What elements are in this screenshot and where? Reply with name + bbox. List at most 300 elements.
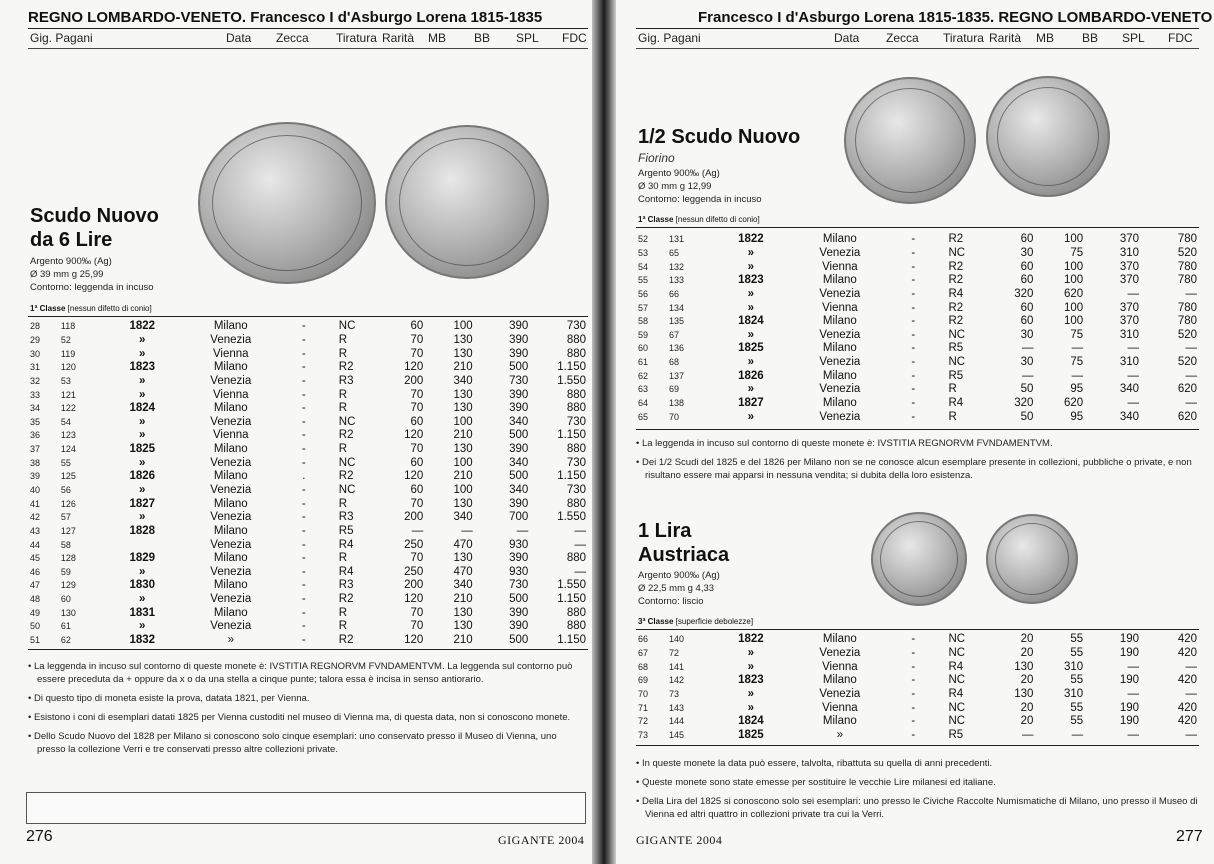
table-cell: 1823	[129, 361, 156, 374]
column-header-cell: Data	[834, 31, 860, 45]
note-item: • Di questo tipo di moneta esiste la prova, datata 1821, per Vienna.	[28, 693, 310, 704]
table-cell: —	[1185, 687, 1197, 700]
table-cell: 130	[453, 333, 473, 346]
table-cell: 390	[509, 402, 529, 415]
table-cell: 390	[509, 333, 529, 346]
table-row	[636, 369, 1199, 383]
table-cell: -	[301, 552, 306, 565]
table-cell: 310	[1119, 356, 1139, 369]
table-cell: Vienna	[822, 660, 858, 673]
note-item: • In queste monete la data può essere, talvolta, ribattuta su quella di anni precedenti.	[636, 758, 993, 769]
table-cell: 880	[566, 402, 586, 415]
table-cell: 30	[1020, 328, 1034, 341]
column-header-cell: FDC	[1168, 31, 1193, 45]
table-cell: 61	[60, 621, 71, 632]
coin-reverse-image	[385, 125, 549, 279]
column-header-cell: SPL	[516, 31, 539, 45]
table-cell: »	[747, 287, 755, 300]
table-cell: NC	[948, 674, 966, 687]
table-cell: NC	[338, 484, 356, 496]
table-cell: 120	[404, 429, 424, 442]
table-cell: -	[301, 593, 306, 606]
table-cell: -	[911, 274, 916, 287]
table-cell: 67	[669, 329, 680, 340]
table-cell: 20	[1020, 701, 1034, 714]
table-cell: 500	[509, 634, 529, 647]
table-cell: —	[1071, 369, 1084, 382]
notes	[636, 757, 1199, 827]
table-cell: 390	[509, 347, 529, 360]
table-cell: NC	[948, 715, 966, 728]
table-cell: —	[1185, 660, 1197, 673]
table-cell: 100	[453, 484, 473, 496]
table-cell: -	[301, 443, 306, 456]
table-cell: —	[411, 524, 424, 537]
table-cell: Milano	[822, 397, 857, 409]
table-cell: 120	[404, 634, 424, 647]
coin-title-line2: da 6 Lire	[30, 229, 113, 251]
table-cell: 250	[404, 565, 424, 578]
table-cell: R	[338, 606, 348, 619]
table-cell: 310	[1119, 328, 1139, 341]
column-header-rule	[28, 48, 588, 49]
table-cell: R4	[338, 538, 354, 551]
table-cell: 420	[1177, 701, 1197, 714]
table-cell: 100	[1063, 274, 1084, 287]
coin-title-line1: 1 Lira	[638, 520, 692, 542]
table-cell: 70	[410, 347, 424, 360]
table-cell: Venezia	[210, 415, 252, 428]
table-cell: -	[301, 565, 306, 578]
left-page	[0, 0, 592, 864]
table-cell: 30	[1020, 356, 1034, 369]
table-cell: 210	[453, 470, 473, 483]
table-cell: —	[574, 565, 586, 578]
table-cell: 780	[1177, 301, 1197, 314]
table-cell: R5	[948, 728, 964, 741]
table-row	[28, 388, 588, 402]
table-cell: —	[1021, 369, 1034, 382]
table-cell: Milano	[822, 342, 857, 355]
table-cell: -	[301, 347, 306, 360]
table-cell: -	[911, 356, 916, 369]
table-cell: 250	[404, 538, 424, 551]
table-row	[636, 715, 1199, 729]
table-cell: 200	[404, 511, 424, 524]
coin-price-table	[28, 320, 588, 647]
table-cell: R	[948, 410, 957, 423]
table-cell: —	[1071, 342, 1084, 355]
table-cell: 780	[1177, 274, 1197, 287]
table-cell: -	[911, 397, 916, 409]
table-bottom-rule	[636, 429, 1199, 430]
coin-obverse-image	[198, 122, 376, 284]
table-cell: 210	[453, 634, 473, 647]
table-cell: Milano	[822, 369, 857, 382]
table-cell: 340	[509, 484, 529, 496]
table-cell: —	[1021, 728, 1034, 741]
table-cell: Venezia	[210, 538, 252, 551]
table-cell: 62	[638, 370, 649, 381]
table-cell: 100	[1063, 301, 1084, 314]
table-top-rule	[636, 629, 1199, 630]
table-row	[636, 397, 1199, 411]
column-header-cell: Data	[226, 31, 252, 45]
table-cell: Milano	[213, 497, 248, 510]
table-cell: 880	[566, 606, 586, 619]
coin-reverse-image	[986, 76, 1110, 197]
table-cell: 31	[30, 362, 41, 373]
table-cell: 135	[669, 316, 685, 327]
coin-spec-metal: Argento 900‰ (Ag)	[30, 256, 112, 267]
table-row	[28, 470, 588, 484]
table-cell: »	[139, 374, 146, 387]
table-cell: 190	[1119, 646, 1139, 659]
table-cell: —	[1185, 397, 1197, 409]
table-cell: Milano	[822, 674, 857, 687]
notes	[28, 660, 586, 762]
table-cell: —	[1127, 397, 1139, 409]
table-cell: »	[747, 301, 755, 314]
column-header-cell: Gig. Pagani	[638, 31, 701, 45]
table-row	[28, 552, 588, 566]
table-cell: 620	[1177, 383, 1197, 396]
table-row	[636, 410, 1199, 424]
table-cell: 46	[30, 566, 41, 577]
table-cell: 880	[566, 388, 586, 401]
table-cell: 55	[60, 457, 71, 468]
table-cell: Venezia	[819, 383, 861, 396]
table-row	[636, 633, 1199, 647]
table-cell: —	[1127, 687, 1139, 700]
table-cell: 700	[509, 511, 529, 524]
table-cell: 51	[30, 635, 41, 646]
table-cell: 780	[1177, 260, 1197, 273]
table-cell: -	[301, 374, 306, 387]
coin-spec-size: Ø 30 mm g 12,99	[638, 181, 712, 192]
table-cell: 42	[30, 512, 41, 523]
table-cell: 20	[1020, 715, 1034, 728]
header-rule	[636, 28, 1199, 29]
table-cell: Milano	[213, 470, 248, 483]
table-cell: 390	[509, 320, 529, 333]
column-header-cell: Zecca	[276, 31, 309, 45]
table-cell: -	[911, 328, 916, 341]
table-cell: 1823	[738, 274, 764, 287]
table-cell: R3	[338, 511, 354, 524]
table-cell: R3	[338, 579, 354, 592]
table-cell: Vienna	[822, 260, 858, 273]
table-row	[636, 274, 1199, 288]
column-header-cell: BB	[1082, 31, 1099, 45]
table-row	[636, 301, 1199, 315]
table-bottom-rule	[636, 745, 1199, 746]
table-cell: »	[747, 383, 755, 396]
table-cell: -	[301, 429, 306, 442]
table-cell: NC	[948, 328, 966, 341]
table-cell: 880	[566, 443, 586, 456]
table-cell: -	[911, 674, 916, 687]
table-cell: 70	[638, 688, 649, 699]
table-cell: 390	[509, 443, 529, 456]
table-cell: 390	[509, 388, 529, 401]
table-cell: 55	[1070, 633, 1084, 646]
table-row	[636, 647, 1199, 661]
table-cell: 880	[566, 347, 586, 360]
table-cell: Venezia	[819, 646, 861, 659]
table-cell: R4	[948, 660, 964, 673]
table-row	[28, 538, 588, 552]
table-cell: 130	[60, 607, 76, 618]
table-cell: »	[747, 687, 755, 700]
table-cell: 138	[669, 398, 685, 408]
table-cell: »	[747, 246, 755, 259]
table-cell: NC	[948, 701, 966, 714]
table-row	[28, 415, 588, 429]
table-cell: 40	[30, 485, 41, 495]
table-cell: 127	[60, 525, 76, 536]
table-cell: 880	[566, 497, 586, 510]
table-cell: 310	[1063, 687, 1084, 700]
table-cell: 36	[30, 430, 41, 441]
table-cell: 130	[453, 388, 473, 401]
table-row	[636, 356, 1199, 370]
table-cell: 34	[30, 403, 41, 414]
table-cell: Milano	[213, 552, 248, 565]
note-item: • Dei 1/2 Scudi del 1825 e del 1826 per Milano non se ne conosce alcun esemplare presente in collezioni, pubbliche o private, e non risultano essere mai apparsi in nessuna vendita; si dubita della loro esistenza.	[636, 457, 1192, 481]
table-cell: 54	[638, 261, 649, 272]
table-cell: 65	[669, 247, 680, 258]
table-cell: 61	[638, 357, 649, 368]
table-cell: »	[747, 356, 755, 369]
table-cell: »	[747, 328, 755, 341]
table-cell: 41	[30, 498, 41, 509]
table-cell: 310	[1119, 246, 1139, 259]
table-cell: -	[301, 415, 306, 428]
table-cell: —	[1071, 728, 1084, 741]
table-cell: 420	[1177, 633, 1197, 646]
table-row	[28, 606, 588, 620]
table-cell: »	[139, 593, 146, 606]
table-cell: Venezia	[819, 287, 861, 300]
table-row	[28, 566, 588, 580]
table-row	[28, 634, 588, 648]
coin-subtitle: Fiorino	[638, 151, 675, 165]
table-cell: 340	[453, 374, 473, 387]
table-cell: 58	[638, 316, 649, 327]
column-header-rule	[636, 48, 1199, 49]
table-cell: 142	[669, 675, 685, 686]
table-cell: -	[301, 579, 306, 592]
table-cell: R4	[948, 687, 964, 700]
table-row	[28, 497, 588, 511]
column-header-cell: Rarità	[989, 31, 1022, 45]
table-cell: 370	[1119, 301, 1139, 314]
table-cell: -	[301, 538, 306, 551]
page-number: 276	[26, 828, 53, 845]
column-header-cell: SPL	[1122, 31, 1145, 45]
table-cell: NC	[948, 246, 966, 259]
table-cell: 520	[1177, 356, 1197, 369]
table-cell: Venezia	[819, 328, 861, 341]
table-cell: Vienna	[822, 301, 858, 314]
table-cell: 730	[566, 484, 586, 496]
table-cell: 620	[1063, 287, 1084, 300]
table-cell: 1824	[129, 402, 156, 415]
table-cell: 66	[669, 288, 680, 299]
table-cell: 730	[509, 374, 529, 387]
table-cell: 130	[453, 443, 473, 456]
table-cell: 190	[1119, 633, 1139, 646]
page-header: Francesco I d'Asburgo Lorena 1815-1835. REGNO LOMBARDO-VENETO	[698, 9, 1213, 26]
coin-obverse-image	[871, 512, 967, 606]
table-cell: »	[139, 429, 146, 442]
table-cell: 70	[410, 552, 424, 565]
table-cell: 60	[1020, 315, 1034, 328]
table-cell: R	[338, 388, 348, 401]
table-cell: NC	[948, 633, 966, 646]
table-cell: 1822	[738, 633, 764, 646]
table-cell: Milano	[213, 361, 248, 374]
table-cell: 57	[638, 302, 649, 313]
note-item: • La leggenda in incuso sul contorno di queste monete è: IVSTITIA REGNORVM FVNDAMENTVM. La leggenda sul contorno può essere preceduta da + oppure da x o da una stella a cinque punte; talora essa è incisa in senso antiorario.	[28, 661, 573, 685]
table-cell: 780	[1177, 315, 1197, 328]
table-cell: Milano	[822, 715, 857, 728]
table-cell: »	[139, 347, 146, 360]
table-cell: 880	[566, 552, 586, 565]
table-row	[636, 674, 1199, 688]
table-cell: 730	[509, 579, 529, 592]
table-cell: 340	[509, 456, 529, 469]
table-cell: NC	[338, 415, 356, 428]
table-cell: NC	[948, 356, 966, 369]
table-cell: 55	[1070, 701, 1084, 714]
table-cell: 320	[1014, 397, 1034, 409]
table-cell: R2	[948, 260, 964, 273]
table-cell: -	[301, 388, 306, 401]
table-row	[636, 260, 1199, 274]
table-cell: 64	[638, 398, 649, 408]
table-cell: -	[911, 246, 916, 259]
table-cell: 420	[1177, 674, 1197, 687]
table-cell: 126	[60, 498, 76, 509]
table-cell: 70	[669, 411, 680, 422]
table-cell: 70	[410, 497, 424, 510]
table-cell: 1829	[129, 552, 156, 565]
table-cell: —	[1185, 287, 1197, 300]
table-cell: 53	[60, 375, 71, 386]
table-cell: 136	[669, 343, 685, 354]
table-cell: -	[911, 315, 916, 328]
table-cell: Venezia	[210, 511, 252, 524]
table-cell: —	[1127, 369, 1139, 382]
table-cell: 130	[1014, 687, 1034, 700]
table-cell: 20	[1020, 674, 1034, 687]
table-cell: 340	[509, 415, 529, 428]
table-cell: -	[911, 369, 916, 382]
table-cell: 47	[30, 580, 41, 591]
table-cell: 500	[509, 470, 529, 483]
table-cell: 48	[30, 594, 41, 605]
column-header-cell: Tiratura	[943, 31, 984, 45]
table-cell: 1826	[129, 470, 156, 483]
table-cell: Milano	[213, 402, 248, 415]
table-cell	[94, 538, 191, 552]
coin-spec-metal: Argento 900‰ (Ag)	[638, 168, 720, 179]
table-cell: -	[911, 687, 916, 700]
table-cell: Venezia	[819, 410, 861, 423]
table-cell: 60	[410, 320, 424, 333]
table-row	[28, 334, 588, 348]
table-cell: —	[461, 524, 473, 537]
table-cell: 100	[453, 320, 473, 333]
table-cell: -	[911, 660, 916, 673]
table-cell: R	[948, 383, 957, 396]
table-row	[636, 660, 1199, 674]
table-cell: R	[338, 347, 348, 360]
table-cell: 130	[453, 606, 473, 619]
column-header-cell: MB	[1036, 31, 1054, 45]
table-cell: 370	[1119, 315, 1139, 328]
table-cell: 68	[638, 661, 649, 672]
table-cell: 62	[60, 635, 71, 646]
table-cell: -	[301, 606, 306, 619]
table-cell: Venezia	[210, 620, 252, 633]
table-cell: 190	[1119, 674, 1139, 687]
table-cell: Milano	[822, 633, 857, 646]
coin-spec-edge: Contorno: leggenda in incuso	[638, 194, 762, 205]
table-cell: 75	[1070, 356, 1084, 369]
table-cell: 1824	[738, 715, 764, 728]
table-cell: 1.550	[557, 374, 586, 387]
coin-spec-edge: Contorno: leggenda in incuso	[30, 282, 154, 293]
table-cell: 20	[1020, 633, 1034, 646]
table-cell: 100	[453, 415, 473, 428]
table-cell: 520	[1177, 328, 1197, 341]
table-cell: -	[301, 402, 306, 415]
table-cell: 130	[453, 552, 473, 565]
table-row	[28, 347, 588, 361]
table-cell: 130	[453, 402, 473, 415]
table-cell: Milano	[213, 524, 248, 537]
table-cell: -	[911, 715, 916, 728]
empty-box	[26, 792, 586, 824]
table-row	[636, 383, 1199, 397]
column-header-cell: BB	[474, 31, 491, 45]
table-cell: 930	[509, 538, 529, 551]
table-cell: 118	[60, 321, 76, 332]
table-cell: -	[301, 511, 306, 524]
table-cell: »	[139, 333, 146, 346]
table-cell: »	[747, 646, 755, 659]
table-cell: -	[301, 524, 306, 537]
table-cell: 390	[509, 552, 529, 565]
table-cell: 125	[60, 471, 76, 482]
table-cell: -	[301, 497, 306, 510]
table-cell: Venezia	[210, 374, 252, 387]
coin-spec-size: Ø 22,5 mm g 4,33	[638, 583, 715, 594]
table-cell: 20	[1020, 646, 1034, 659]
table-cell: 470	[453, 538, 473, 551]
table-cell: R2	[338, 634, 354, 647]
table-cell: R2	[948, 315, 964, 328]
table-cell: Venezia	[210, 484, 252, 496]
table-cell: R3	[338, 374, 354, 387]
table-cell: 73	[638, 729, 649, 740]
table-cell: 39	[30, 471, 41, 482]
right-page	[616, 0, 1214, 864]
table-cell: 1.150	[557, 634, 586, 647]
